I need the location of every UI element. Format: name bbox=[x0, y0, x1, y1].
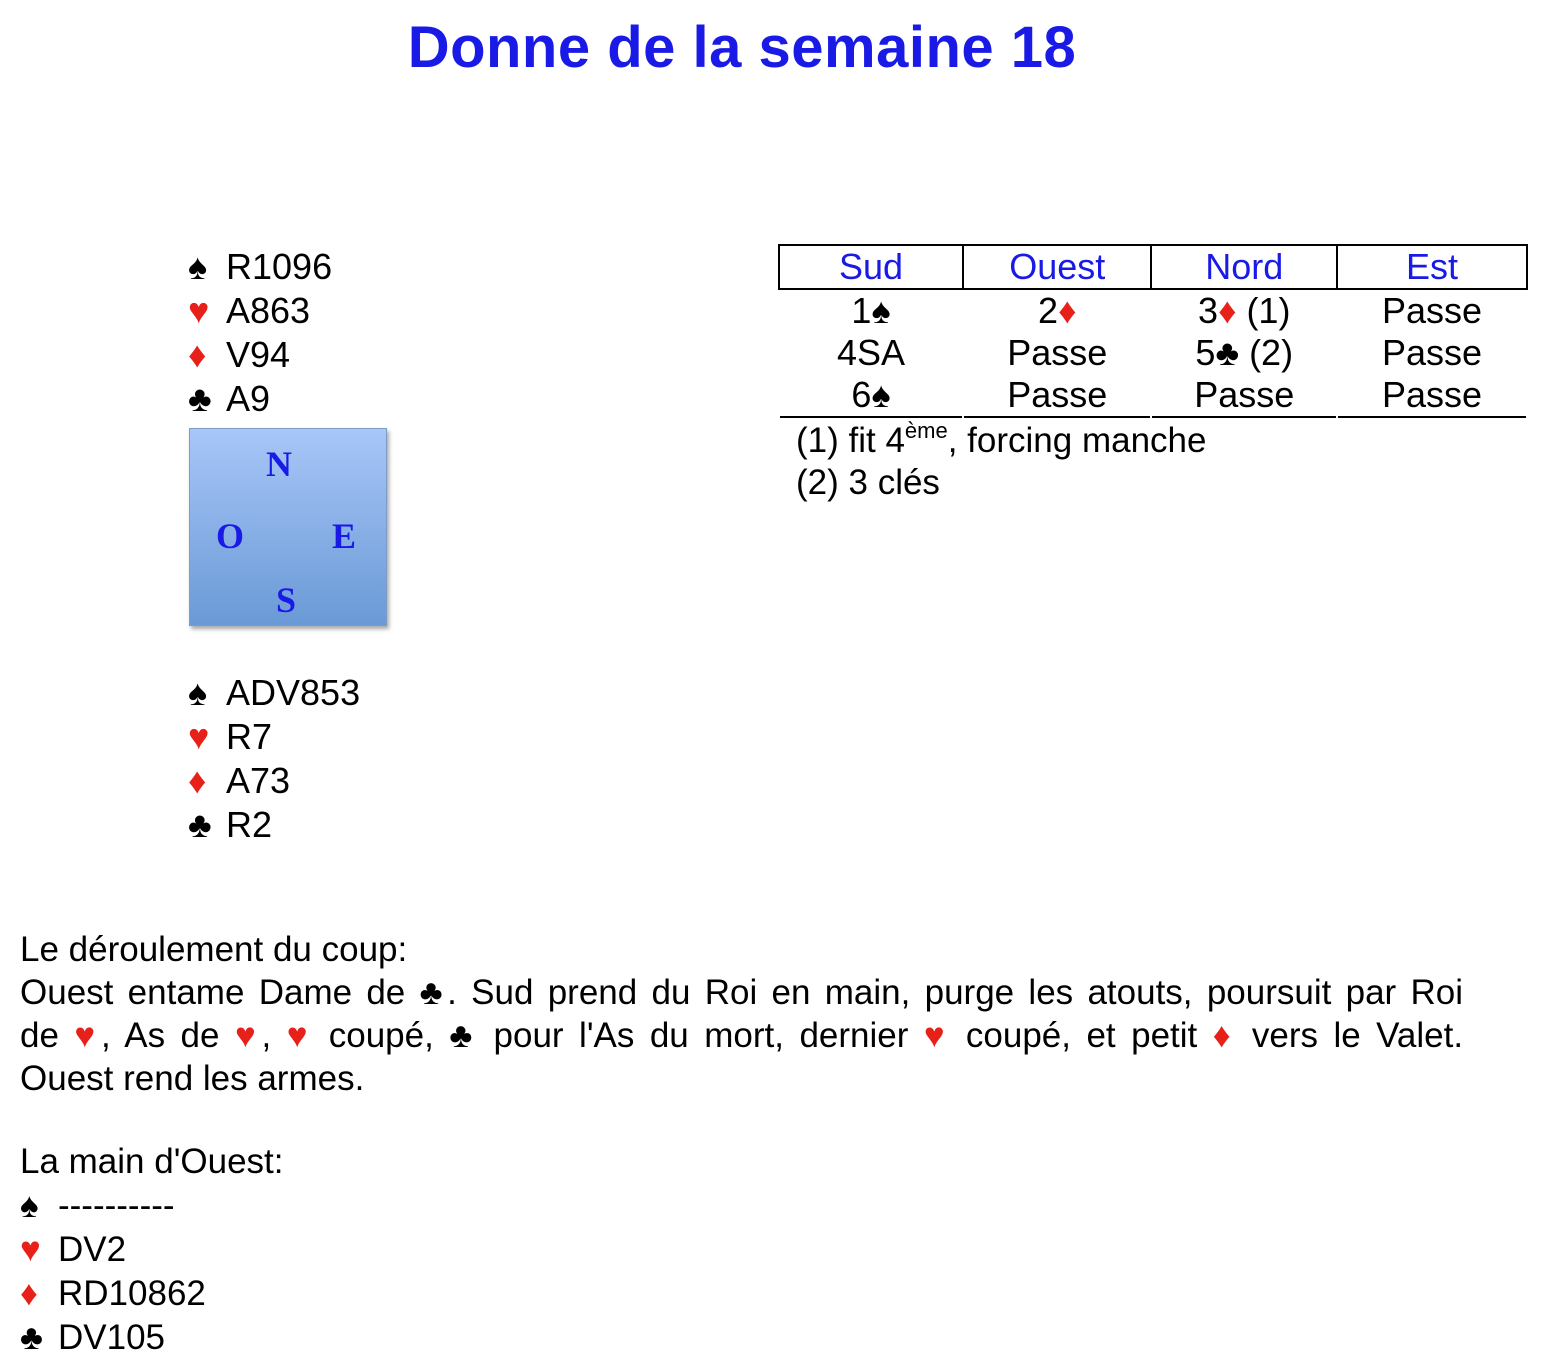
south-diamonds: A73 bbox=[226, 760, 291, 801]
header-sud: Sud bbox=[779, 245, 963, 289]
bid-cell bbox=[779, 374, 963, 417]
bidding-notes bbox=[796, 420, 1206, 504]
heart-icon: ♥ bbox=[286, 1016, 314, 1055]
bid-suit-icon: ♣ bbox=[1215, 332, 1240, 373]
bid-cell bbox=[963, 332, 1151, 374]
south-clubs-row bbox=[188, 803, 360, 847]
bid-cell bbox=[1337, 332, 1527, 374]
note-1-text: (1) fit 4 bbox=[796, 421, 905, 460]
header-ouest: Ouest bbox=[963, 245, 1151, 289]
bid-text: 4SA bbox=[836, 332, 906, 373]
north-diamonds-row bbox=[188, 333, 332, 377]
play-text: Ouest entame Dame de bbox=[20, 973, 420, 1012]
bidding-header-row bbox=[779, 245, 1527, 289]
bid-text: Passe bbox=[1381, 290, 1483, 331]
play-text: coupé, bbox=[313, 1016, 450, 1055]
bid-text: 6 bbox=[851, 374, 872, 415]
bidding-row bbox=[779, 332, 1527, 374]
header-est: Est bbox=[1337, 245, 1527, 289]
note-1-rest: , forcing manche bbox=[947, 421, 1207, 460]
compass-west: O bbox=[216, 516, 245, 556]
south-diamonds-row bbox=[188, 759, 360, 803]
bid-cell bbox=[1151, 332, 1337, 374]
play-text: coupé, et petit bbox=[950, 1016, 1213, 1055]
play-text: vers le Valet. bbox=[1236, 1016, 1464, 1055]
note-1-sup: ème bbox=[904, 418, 948, 443]
bid-suit-icon: ♦ bbox=[1058, 290, 1077, 331]
diamond-icon: ♦ bbox=[20, 1274, 38, 1313]
bid-text: 5 bbox=[1195, 332, 1216, 373]
diamond-icon: ♦ bbox=[1212, 1016, 1237, 1055]
club-icon: ♣ bbox=[449, 1016, 479, 1055]
header-nord: Nord bbox=[1151, 245, 1337, 289]
heart-icon: ♥ bbox=[20, 1230, 41, 1269]
south-hand bbox=[188, 671, 360, 847]
heart-icon: ♥ bbox=[188, 290, 210, 331]
compass-box bbox=[189, 428, 387, 626]
play-text: de bbox=[20, 1016, 75, 1055]
west-spades: ---------- bbox=[58, 1186, 175, 1225]
compass-south: S bbox=[276, 580, 297, 620]
note-1 bbox=[796, 420, 1206, 462]
bid-text: Passe bbox=[1007, 332, 1108, 373]
south-clubs: R2 bbox=[226, 804, 273, 845]
club-icon: ♣ bbox=[419, 973, 448, 1012]
bid-cell bbox=[1151, 289, 1337, 332]
bid-note-ref: (1) bbox=[1236, 290, 1291, 331]
bid-cell bbox=[1151, 374, 1337, 417]
bid-text: Passe bbox=[1381, 374, 1483, 415]
bid-cell bbox=[1337, 374, 1527, 417]
west-diamonds-row bbox=[20, 1272, 284, 1316]
north-diamonds: V94 bbox=[226, 334, 291, 375]
bid-cell bbox=[1337, 289, 1527, 332]
bidding-row bbox=[779, 374, 1527, 417]
north-spades-row bbox=[188, 245, 332, 289]
bid-cell bbox=[779, 332, 963, 374]
heart-icon: ♥ bbox=[234, 1016, 262, 1055]
bid-text: 1 bbox=[851, 290, 872, 331]
diamond-icon: ♦ bbox=[188, 760, 207, 801]
play-line-1 bbox=[20, 971, 1463, 1014]
bid-suit-icon: ♦ bbox=[1218, 290, 1237, 331]
south-hearts: R7 bbox=[226, 716, 273, 757]
bid-suit-icon: ♠ bbox=[871, 374, 891, 415]
south-spades-row bbox=[188, 671, 360, 715]
west-heading: La main d'Ouest: bbox=[20, 1142, 284, 1181]
spade-icon: ♠ bbox=[20, 1186, 39, 1225]
west-hearts-row bbox=[20, 1228, 284, 1272]
west-hand bbox=[20, 1140, 284, 1360]
bid-text: 2 bbox=[1038, 290, 1059, 331]
bid-text: Passe bbox=[1381, 332, 1483, 373]
west-diamonds: RD10862 bbox=[58, 1274, 206, 1313]
compass-north: N bbox=[266, 444, 292, 484]
club-icon: ♣ bbox=[188, 804, 212, 845]
club-icon: ♣ bbox=[188, 378, 212, 419]
north-spades: R1096 bbox=[226, 246, 333, 287]
play-heading: Le déroulement du coup: bbox=[20, 930, 408, 969]
bid-text: 3 bbox=[1198, 290, 1219, 331]
bid-cell bbox=[963, 289, 1151, 332]
bid-cell bbox=[779, 289, 963, 332]
play-line-2 bbox=[20, 1014, 1463, 1057]
play-text: pour l'As du mort, dernier bbox=[478, 1016, 924, 1055]
page-title: Donne de la semaine 18 bbox=[407, 15, 1077, 80]
west-clubs-row bbox=[20, 1316, 284, 1360]
west-clubs: DV105 bbox=[58, 1318, 166, 1357]
heart-icon: ♥ bbox=[74, 1016, 101, 1055]
north-hearts: A863 bbox=[226, 290, 311, 331]
note-2: (2) 3 clés bbox=[796, 463, 940, 502]
bid-cell bbox=[963, 374, 1151, 417]
play-description bbox=[20, 928, 1463, 1100]
north-hand bbox=[188, 245, 332, 421]
bidding-row bbox=[779, 289, 1527, 332]
bid-note-ref: (2) bbox=[1239, 332, 1294, 373]
bid-text: Passe bbox=[1194, 374, 1295, 415]
north-hearts-row bbox=[188, 289, 332, 333]
north-clubs-row bbox=[188, 377, 332, 421]
club-icon: ♣ bbox=[20, 1318, 43, 1357]
spade-icon: ♠ bbox=[188, 246, 208, 287]
bid-text: Passe bbox=[1007, 374, 1108, 415]
west-spades-row bbox=[20, 1184, 284, 1228]
west-hearts: DV2 bbox=[58, 1230, 127, 1269]
spade-icon: ♠ bbox=[188, 672, 208, 713]
play-text: , bbox=[261, 1016, 287, 1055]
bidding-table bbox=[778, 244, 1528, 418]
north-clubs: A9 bbox=[226, 378, 271, 419]
play-text: . Sud prend du Roi en main, purge les atouts, poursuit par Roi bbox=[447, 973, 1464, 1012]
compass-east: E bbox=[332, 516, 357, 556]
heart-icon: ♥ bbox=[188, 716, 210, 757]
bid-suit-icon: ♠ bbox=[871, 290, 891, 331]
south-spades: ADV853 bbox=[226, 672, 361, 713]
play-text: , As de bbox=[100, 1016, 235, 1055]
bidding-body bbox=[779, 289, 1527, 417]
heart-icon: ♥ bbox=[923, 1016, 951, 1055]
south-hearts-row bbox=[188, 715, 360, 759]
play-line-3: Ouest rend les armes. bbox=[20, 1059, 365, 1098]
diamond-icon: ♦ bbox=[188, 334, 207, 375]
